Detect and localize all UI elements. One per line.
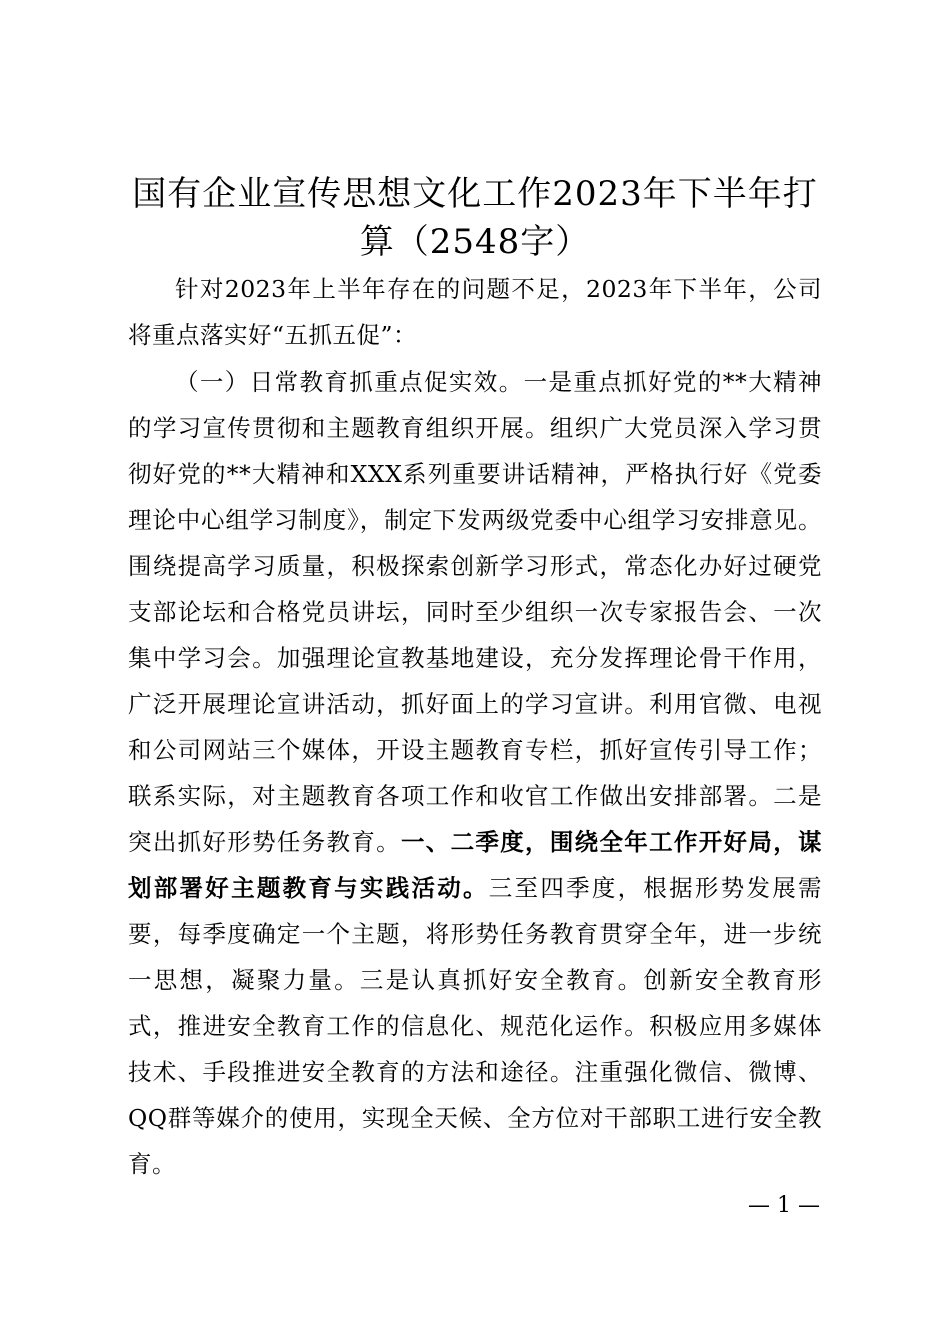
section-1-bold-text: 一、二季度，围绕全年工作开好局，谋划部署好主题教育与实践活动。 — [128, 828, 823, 902]
section-1-text-c: 三至四季度，根据形势发展需要，每季度确定一个主题，将形势任务教育贯穿全年，进一步统一思想，凝聚力量。三是认真抓好安全教育。创新安全教育形式，推进安全教育工作的信息化、规范化运作。积极应用多媒体技术、手段推进安全教育的方法和途径。注重强化微信、微博、QQ群等媒介的使用，实现全天候、全方位对干部职工进行安全教育。 — [128, 874, 823, 1178]
section-1-text-a: （一）日常教育抓重点促实效。一是重点抓好党的**大精神的学习宣传贯彻和主题教育组织开展。组织广大党员深入学习贯彻好党的**大精神和XXX系列重要讲话精神，严格执行好《党委理论中心组学习制度》，制定下发两级党委中心组学习安排意见。围绕提高学习质量，积极探索创新学习形式，常态化办好过硬党支部论坛和合格党员讲坛，同时至少组织一次专家报告会、一次集中学习会。加强理论宣教基地建设，充分发挥理论骨干作用，广泛开展理论宣讲活动，抓好面上的学习宣讲。利用官微、电视和公司网站三个媒体，开设主题教育专栏，抓好宣传引导工作；联系实际，对主题教育各项工作和收官工作做出安排部署。二是突出抓好形势任务教育。 — [128, 368, 822, 856]
section-1-paragraph — [128, 359, 822, 1187]
intro-paragraph: 针对2023年上半年存在的问题不足，2023年下半年，公司将重点落实好“五抓五促”： — [128, 275, 822, 349]
document-title: 国有企业宣传思想文化工作2023年下半年打算（2548字） — [132, 174, 818, 262]
page-number: — 1 — — [748, 1193, 820, 1218]
